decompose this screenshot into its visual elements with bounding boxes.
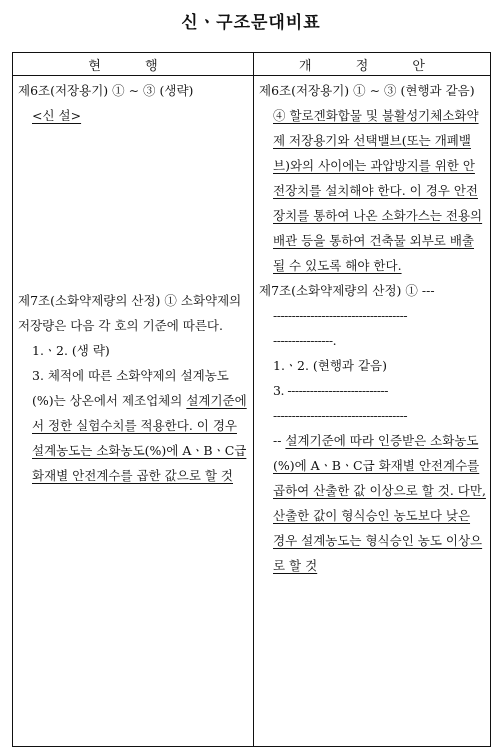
page-title: 신ㆍ구조문대비표 (181, 13, 321, 33)
new-clause-placeholder: <신 설> (32, 108, 82, 123)
current-article6-new-clause (18, 103, 249, 128)
revised-article7-heading: 제7조(소화약제량의 산정) ① --- (259, 283, 435, 298)
revised-article6-heading: 제6조(저장용기) ① ∼ ③ (현행과 같음) (259, 83, 475, 98)
current-item-3-underlined: 설계기준에서 정한 실험수치를 적용한다. 이 경우 설계농도는 소화농도(%)에 AㆍBㆍC급 화재별 안전계수를 곱한 값으로 할 것 (32, 393, 247, 483)
current-item-3-text: 3. 체적에 따른 소화약제의 설계농도(%)는 상온에서 제조업체의 (32, 368, 229, 408)
revised-article7-dash-2: ----------------. (273, 333, 337, 348)
header-row (13, 53, 491, 76)
revised-item-3 (259, 428, 486, 578)
current-item-1-2: 1.ㆍ2. (생 략) (32, 343, 110, 358)
revised-item-3-prefix: -- (273, 433, 286, 448)
revised-article6-new-clause: ④ 할로겐화합물 및 불활성기체소화약제 저장용기와 선택밸브(또는 개폐밸브)와의 사이에는 과압방지를 위한 안전장치를 설치해야 한다. 이 경우 안전장치를 통하여 나온 소화가스는 전용의 배관 등을 통하여 건축물 외부로 배출될 수 있도록 해야 한다. (273, 108, 483, 273)
current-article7-heading: 제7조(소화약제량의 산정) ① 소화약제의 저장량은 다음 각 호의 기준에 따른다. (18, 293, 242, 333)
revised-item-3-underlined: 설계기준에 따라 인증받은 소화농도(%)에 AㆍBㆍC급 화재별 안전계수를 곱하여 산출한 값 이상으로 할 것. 다만, 산출한 값이 형식승인 농도보다 낮은 경우 설계농도는 형식승인 농도 이상으로 할 것 (273, 433, 486, 573)
header-current: 현 행 (13, 53, 254, 76)
body-row (13, 76, 491, 747)
revised-column (254, 76, 491, 747)
current-item-3 (18, 363, 249, 488)
current-column (13, 76, 254, 747)
comparison-table (12, 52, 491, 747)
revised-item-3-dash: ------------------------------------ (273, 408, 408, 423)
revised-item-3-heading: 3. --------------------------- (273, 383, 388, 398)
current-article6-heading: 제6조(저장용기) ① ∼ ③ (생략) (18, 83, 194, 98)
revised-item-1-2: 1.ㆍ2. (현행과 같음) (273, 358, 388, 373)
header-revised: 개 정 안 (254, 53, 491, 76)
revised-article7-dash-1: ------------------------------------ (273, 308, 408, 323)
